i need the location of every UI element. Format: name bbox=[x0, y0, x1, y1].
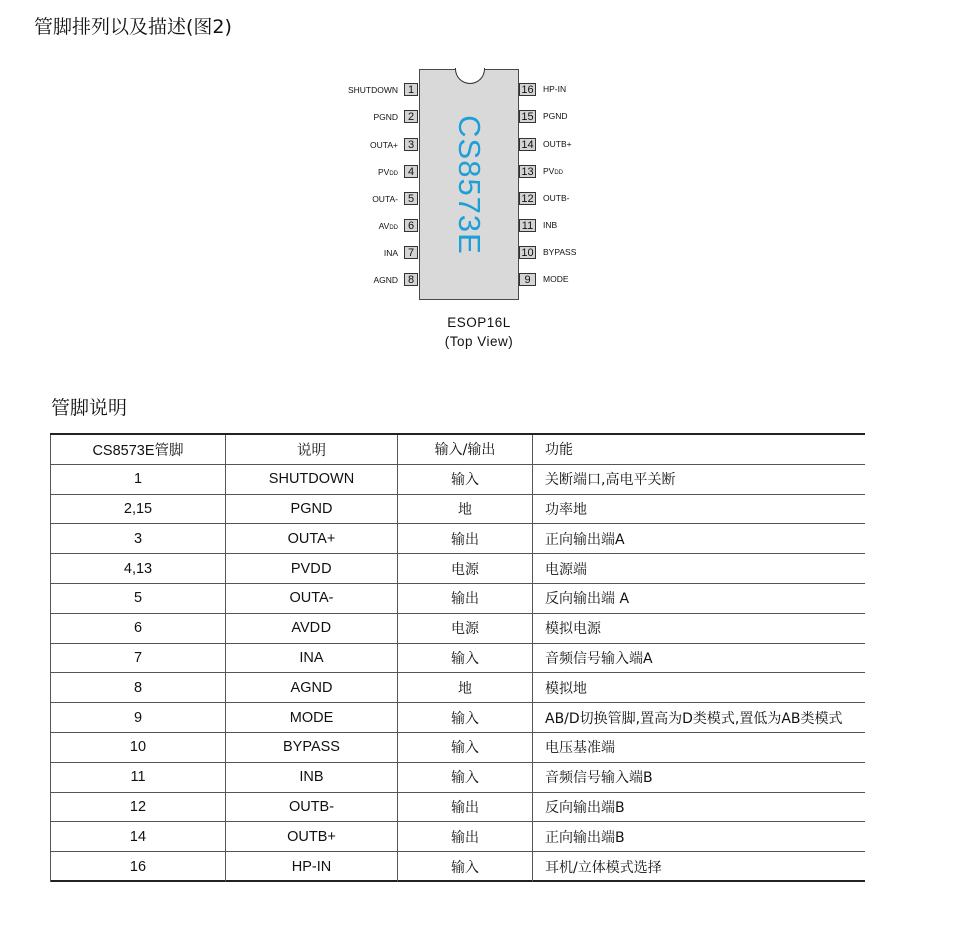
table-row bbox=[50, 465, 865, 495]
package-view: (Top View) bbox=[444, 334, 514, 349]
pin-cell: 9 bbox=[50, 703, 225, 732]
name-cell: INB bbox=[225, 763, 397, 792]
function-cell: 模拟电源 bbox=[532, 614, 865, 643]
io-cell: 输入 bbox=[397, 733, 532, 762]
pin-number-12: 12 bbox=[519, 192, 536, 205]
name-cell: AV DD bbox=[225, 614, 397, 643]
pin-number-2: 2 bbox=[404, 110, 418, 123]
pin-number-7: 7 bbox=[404, 246, 418, 259]
pin-number-13: 13 bbox=[519, 165, 536, 178]
pin-label-6: AVDD bbox=[378, 221, 398, 231]
pin-cell: 10 bbox=[50, 733, 225, 762]
chip-name: CS8573E bbox=[452, 115, 487, 255]
io-cell: 输入 bbox=[397, 465, 532, 494]
io-cell: 输入 bbox=[397, 703, 532, 732]
pin-label-15: PGND bbox=[543, 111, 568, 121]
pin-number-6: 6 bbox=[404, 219, 418, 232]
function-cell: AB/D切换管脚,置高为D类模式,置低为AB类模式 bbox=[532, 703, 865, 732]
function-cell: 正向输出端A bbox=[532, 524, 865, 553]
function-cell: 模拟地 bbox=[532, 673, 865, 702]
pin-cell: 11 bbox=[50, 763, 225, 792]
header-cell: 输入/输出 bbox=[397, 435, 532, 464]
pin-cell: 3 bbox=[50, 524, 225, 553]
table-row bbox=[50, 644, 865, 674]
table-row bbox=[50, 584, 865, 614]
table-row bbox=[50, 733, 865, 763]
pin-label-11: INB bbox=[543, 220, 558, 230]
io-cell: 地 bbox=[397, 673, 532, 702]
pin-label-7: INA bbox=[383, 248, 398, 258]
io-cell: 输入 bbox=[397, 852, 532, 882]
function-cell: 反向输出端B bbox=[532, 793, 865, 822]
name-cell: OUTA- bbox=[225, 584, 397, 613]
pin-cell: 12 bbox=[50, 793, 225, 822]
function-cell: 正向输出端B bbox=[532, 822, 865, 851]
pin-label-1: SHUTDOWN bbox=[347, 85, 398, 95]
pin-number-8: 8 bbox=[404, 273, 418, 286]
pin-number-1: 1 bbox=[404, 83, 418, 96]
function-cell: 关断端口,高电平关断 bbox=[532, 465, 865, 494]
function-cell: 电压基准端 bbox=[532, 733, 865, 762]
pin-arrangement-heading: 管脚排列以及描述(图2) bbox=[34, 16, 232, 38]
package-name: ESOP16L bbox=[447, 315, 511, 330]
pin-label-16: HP-IN bbox=[543, 84, 567, 94]
function-cell: 音频信号输入端B bbox=[532, 763, 865, 792]
table-row bbox=[50, 852, 865, 882]
function-cell: 耳机/立体模式选择 bbox=[532, 852, 865, 882]
pin-label-8: AGND bbox=[373, 275, 398, 285]
pin-number-9: 9 bbox=[519, 273, 536, 286]
header-cell: 说明 bbox=[225, 435, 397, 464]
io-cell: 输出 bbox=[397, 584, 532, 613]
name-cell: OUTB+ bbox=[225, 822, 397, 851]
table-row bbox=[50, 554, 865, 584]
io-cell: 电源 bbox=[397, 554, 532, 583]
table-row bbox=[50, 495, 865, 525]
name-cell: PV DD bbox=[225, 554, 397, 583]
pin-label-14: OUTB+ bbox=[543, 139, 572, 149]
table-row bbox=[50, 524, 865, 554]
table-header-row bbox=[50, 435, 865, 465]
pin-cell: 7 bbox=[50, 644, 225, 673]
pin-cell: 14 bbox=[50, 822, 225, 851]
pin-number-5: 5 bbox=[404, 192, 418, 205]
pin-label-12: OUTB- bbox=[543, 193, 570, 203]
io-cell: 地 bbox=[397, 495, 532, 524]
io-cell: 输入 bbox=[397, 763, 532, 792]
pin-label-3: OUTA+ bbox=[370, 140, 398, 150]
function-cell: 功率地 bbox=[532, 495, 865, 524]
io-cell: 输出 bbox=[397, 793, 532, 822]
table-row bbox=[50, 793, 865, 823]
pin-cell: 4,13 bbox=[50, 554, 225, 583]
pin-cell: 2,15 bbox=[50, 495, 225, 524]
header-cell: CS8573E管脚 bbox=[50, 435, 225, 464]
function-cell: 电源端 bbox=[532, 554, 865, 583]
pin-number-3: 3 bbox=[404, 138, 418, 151]
name-cell: HP-IN bbox=[225, 852, 397, 882]
header-cell: 功能 bbox=[532, 435, 865, 464]
io-cell: 输出 bbox=[397, 822, 532, 851]
table-row bbox=[50, 822, 865, 852]
name-cell: MODE bbox=[225, 703, 397, 732]
pin-label-2: PGND bbox=[373, 112, 398, 122]
pin-cell: 16 bbox=[50, 852, 225, 882]
pin-cell: 1 bbox=[50, 465, 225, 494]
name-cell: PGND bbox=[225, 495, 397, 524]
pin-number-10: 10 bbox=[519, 246, 536, 259]
name-cell: INA bbox=[225, 644, 397, 673]
name-cell: OUTB- bbox=[225, 793, 397, 822]
pin-label-9: MODE bbox=[543, 274, 569, 284]
table-row bbox=[50, 673, 865, 703]
pin-cell: 5 bbox=[50, 584, 225, 613]
name-cell: OUTA+ bbox=[225, 524, 397, 553]
package-caption bbox=[440, 313, 518, 351]
table-row bbox=[50, 703, 865, 733]
io-cell: 输出 bbox=[397, 524, 532, 553]
table-row bbox=[50, 763, 865, 793]
pin-table bbox=[50, 433, 865, 882]
pin-label-5: OUTA- bbox=[372, 194, 398, 204]
pin-number-15: 15 bbox=[519, 110, 536, 123]
name-cell: BYPASS bbox=[225, 733, 397, 762]
function-cell: 音频信号输入端A bbox=[532, 644, 865, 673]
pin-cell: 6 bbox=[50, 614, 225, 643]
pin-label-10: BYPASS bbox=[543, 247, 577, 257]
pin-label-13: PVDD bbox=[543, 166, 564, 176]
name-cell: AGND bbox=[225, 673, 397, 702]
io-cell: 输入 bbox=[397, 644, 532, 673]
function-cell: 反向输出端 A bbox=[532, 584, 865, 613]
table-row bbox=[50, 614, 865, 644]
pin-number-11: 11 bbox=[519, 219, 536, 232]
pin-description-heading: 管脚说明 bbox=[51, 397, 128, 419]
pin-label-4: PVDD bbox=[377, 167, 398, 177]
pin-number-16: 16 bbox=[519, 83, 536, 96]
pin-cell: 8 bbox=[50, 673, 225, 702]
io-cell: 电源 bbox=[397, 614, 532, 643]
pin-number-14: 14 bbox=[519, 138, 536, 151]
name-cell: SHUTDOWN bbox=[225, 465, 397, 494]
pin-number-4: 4 bbox=[404, 165, 418, 178]
